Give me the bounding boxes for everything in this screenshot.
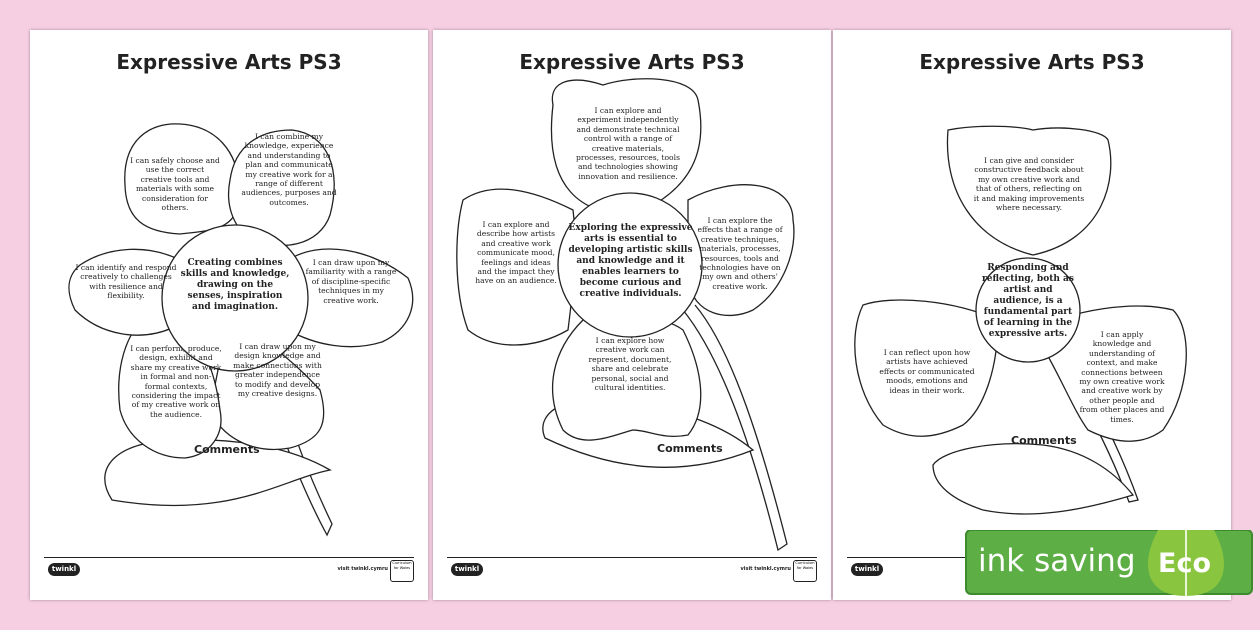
petal-text: I can give and consider constructive feedback about my own creative work and that of others, reflecting on it and making improvements where necessary. [973,156,1085,213]
petal-text: I can draw upon my familiarity with a range of discipline-specific techniques in my creative work. [305,258,397,305]
petal-text: I can apply knowledge and understanding of context, and make connections between my own creative work and creative work by other people and from other places and times. [1079,330,1165,424]
footer-url: visit twinkl.cymru [337,566,388,572]
page-title: Expressive Arts PS3 [116,50,342,74]
petal-text: I can safely choose and use the correct creative tools and materials with some consideration for others. [130,156,220,213]
petal-text: I can explore and experiment independently and demonstrate technical control with a range of creative materials, processes, resources, tools and technologies showing innovation and resilience. [576,106,680,181]
petal-text: I can explore and describe how artists and creative work communicate mood, feelings and ideas and the impact they have on an audience. [475,220,557,286]
page-title: Expressive Arts PS3 [919,50,1145,74]
flower-center-text: Responding and reflecting, both as artist and audience, is a fundamental part of learning in the expressive arts. [982,263,1074,339]
footer-url: visit twinkl.cymru [740,566,791,572]
worksheet-page-3 [833,30,1231,600]
comments-label: Comments [1011,434,1077,447]
ink-saving-label: ink saving [978,543,1136,579]
flower-outline [30,30,428,600]
comments-label: Comments [194,443,260,456]
worksheet-page-2 [433,30,831,600]
petal-text: I can explore the effects that a range of creative techniques, materials, processes, resources, tools and technologies have on my own and others' creative work. [697,216,783,291]
petal-text: I can explore how creative work can represent, document, share and celebrate personal, social and cultural identities. [588,336,672,393]
flower-center-text: Exploring the expressive arts is essential to developing artistic skills and knowledge and it enables learners to become curious and creative individuals. [568,223,693,299]
petal-text: I can perform, produce, design, exhibit and share my creative work in formal and non-formal contexts, considering the impact of my creative work on the audience. [130,344,222,419]
twinkl-logo: twinkl [451,563,483,576]
worksheet-page-1 [30,30,428,600]
twinkl-logo: twinkl [851,563,883,576]
petal-text: I can reflect upon how artists have achieved effects or communicated moods, emotions and ideas in their work. [879,348,975,395]
petal-text: I can combine my knowledge, experience and understanding to plan and communicate my creative work for a range of different audiences, purposes and outcomes. [241,132,337,207]
footer-line [447,557,817,558]
twinkl-logo: twinkl [48,563,80,576]
petal-text: I can draw upon my design knowledge and make connections with greater independence to modify and develop my creative designs. [233,342,322,399]
comments-label: Comments [657,442,723,455]
curriculum-badge: Curriculum for Wales [390,560,414,582]
eco-label: Eco [1158,548,1211,579]
petal-text: I can identify and respond creatively to challenges with resilience and flexibility. [75,263,177,301]
page-title: Expressive Arts PS3 [519,50,745,74]
footer-line [44,557,414,558]
flower-center-text: Creating combines skills and knowledge, drawing on the senses, inspiration and imagination. [180,258,290,312]
curriculum-badge: Curriculum for Wales [793,560,817,582]
